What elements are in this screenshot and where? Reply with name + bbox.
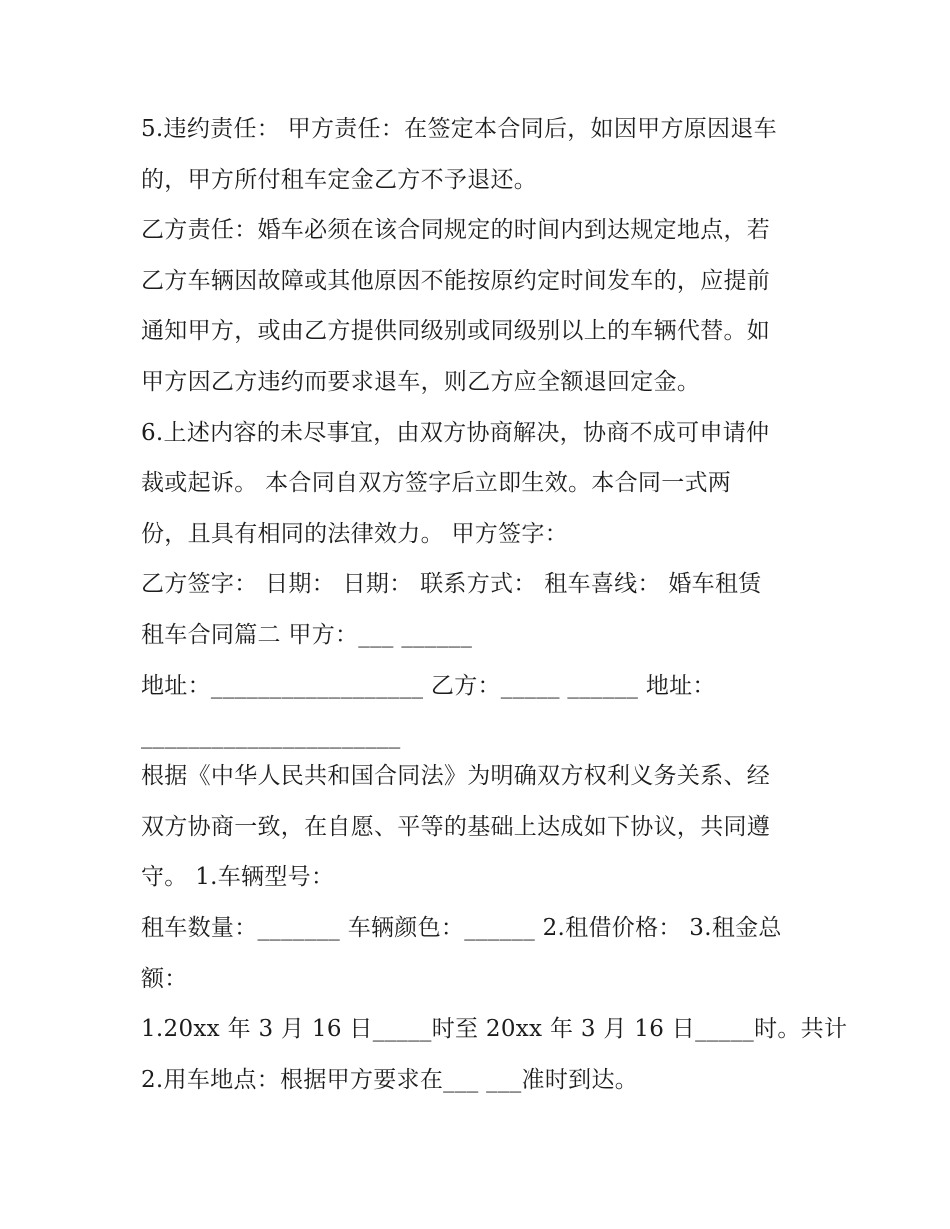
text-line: 甲方因乙方违约而要求退车，则乙方应全额退回定金。 [141,368,701,395]
text-line: 通知甲方，或由乙方提供同级别或同级别以上的车辆代替。如 [141,318,771,345]
text-line: 租车合同篇二 甲方：___ ______ [141,621,473,648]
text-line: 乙方责任：婚车必须在该合同规定的时间内到达规定地点，若 [141,217,771,244]
text-line: 的，甲方所付租车定金乙方不予退还。 [141,166,538,193]
text-line: 2.用车地点：根据甲方要求在___ ___准时到达。 [141,1066,639,1093]
text-line: 租车数量：_______ 车辆颜色：______ 2.租借价格： 3.租金总 [141,914,782,941]
text-line: 1.20xx 年 3 月 16 日_____时至 20xx 年 3 月 16 日_____时。共计 [141,1016,848,1043]
text-line: 份，且具有相同的法律效力。 甲方签字： [141,520,569,547]
text-line: 乙方车辆因故障或其他原因不能按原约定时间发车的，应提前 [141,267,771,294]
text-line: 裁或起诉。 本合同自双方签字后立即生效。本合同一式两 [141,470,732,497]
text-line: 双方协商一致，在自愿、平等的基础上达成如下协议，共同遵 [141,813,771,840]
text-line: ______________________ [141,723,401,750]
text-line: 根据《中华人民共和国合同法》为明确双方权利义务关系、经 [141,763,771,790]
text-line: 地址：__________________ 乙方：_____ ______ 地址： [141,672,716,699]
text-line: 5.违约责任： 甲方责任：在签定本合同后，如因甲方原因退车 [141,116,777,142]
text-line: 额： [141,965,188,992]
text-line: 守。 1.车辆型号： [141,864,335,891]
document-body [141,104,848,1105]
text-line: 6.上述内容的未尽事宜，由双方协商解决，协商不成可申请仲 [141,419,770,446]
text-line: 乙方签字： 日期： 日期： 联系方式： 租车喜线： 婚车租赁 [141,571,762,598]
